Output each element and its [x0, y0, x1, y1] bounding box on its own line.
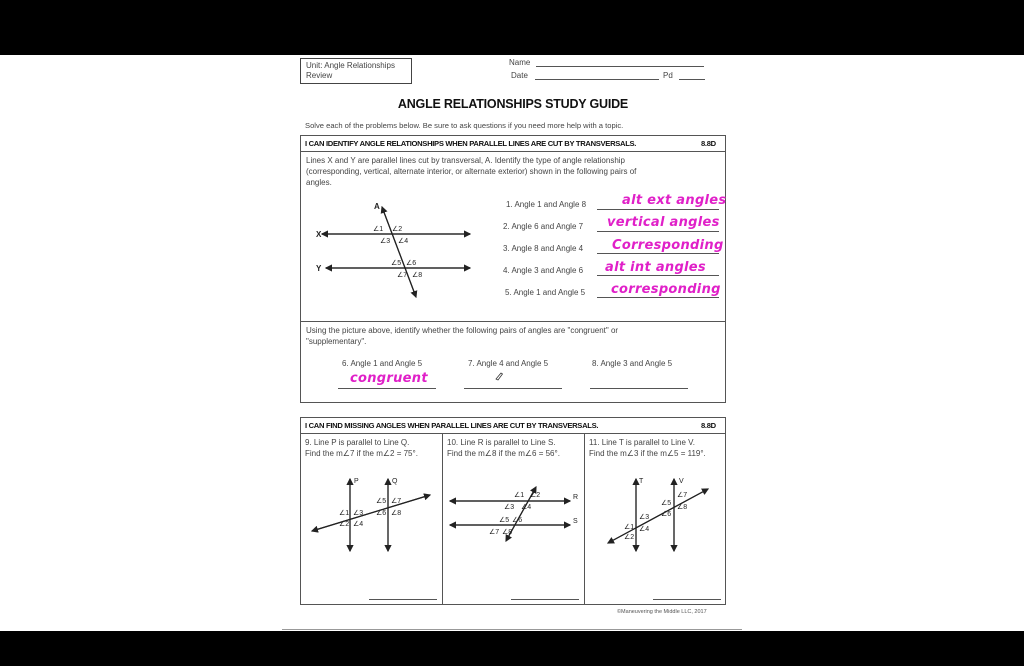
p10-angle-5: ∠5	[499, 517, 510, 524]
date-line[interactable]	[535, 79, 659, 80]
p9-angle-7: ∠7	[391, 498, 402, 505]
line-r-label: R	[573, 494, 579, 501]
question-4-label: 4. Angle 3 and Angle 6	[503, 266, 584, 275]
p9-angle-6: ∠6	[376, 510, 387, 517]
angle-6-label: ∠6	[406, 260, 417, 267]
p10-angle-3: ∠3	[504, 504, 515, 511]
question-1-label: 1. Angle 1 and Angle 8	[506, 200, 587, 209]
section-1-heading: I CAN IDENTIFY ANGLE RELATIONSHIPS WHEN PARALLEL LINES ARE CUT BY TRANSVERSALS.	[305, 139, 637, 148]
question-6-label: 6. Angle 1 and Angle 5	[342, 359, 423, 368]
question-2-answer: vertical angles	[607, 215, 720, 230]
question-3-answer: Corresponding	[612, 238, 724, 253]
question-4-answer-line[interactable]	[597, 275, 719, 276]
p11-angle-8: ∠8	[677, 504, 688, 511]
date-label: Date	[511, 71, 528, 80]
pencil-mark-icon	[494, 371, 504, 381]
angle-3-label: ∠3	[380, 238, 391, 245]
label-x: X	[316, 230, 322, 239]
line-p-label: P	[354, 478, 359, 485]
line-q-label: Q	[392, 478, 398, 485]
line-t-label: T	[639, 478, 644, 485]
p10-angle-7: ∠7	[489, 529, 500, 536]
page-bottom-edge	[282, 629, 742, 630]
p9-angle-8: ∠8	[391, 510, 402, 517]
p9-angle-5: ∠5	[376, 498, 387, 505]
problem-10-line-1: 10. Line R is parallel to Line S.	[447, 438, 556, 447]
p9-angle-1: ∠1	[339, 510, 350, 517]
question-6-answer-line[interactable]	[338, 388, 436, 389]
p10-angle-2: ∠2	[530, 492, 541, 499]
problem-9-line-1: 9. Line P is parallel to Line Q.	[305, 438, 410, 447]
p9-angle-3: ∠3	[353, 510, 364, 517]
pd-label: Pd	[663, 71, 673, 80]
prompt-line-1: Lines X and Y are parallel lines cut by transversal, A. Identify the type of angle relationship	[306, 156, 626, 165]
problem-11-answer-line[interactable]	[653, 599, 721, 600]
p11-angle-4: ∠4	[639, 526, 650, 533]
p11-angle-7: ∠7	[677, 492, 688, 499]
angle-4-label: ∠4	[398, 238, 409, 245]
p9-angle-2: ∠2	[339, 521, 350, 528]
question-5-answer: corresponding	[611, 282, 721, 297]
question-5-label: 5. Angle 1 and Angle 5	[505, 288, 586, 297]
question-4-answer: alt int angles	[605, 260, 706, 275]
p10-angle-1: ∠1	[514, 492, 525, 499]
problem-10-answer-line[interactable]	[511, 599, 579, 600]
question-7-label: 7. Angle 4 and Angle 5	[468, 359, 549, 368]
worksheet-page	[0, 55, 1024, 631]
question-8-label: 8. Angle 3 and Angle 5	[592, 359, 673, 368]
line-s-label: S	[573, 518, 578, 525]
question-2-label: 2. Angle 6 and Angle 7	[503, 222, 584, 231]
part2-prompt-line-2: "supplementary".	[306, 337, 367, 346]
problem-11-line-2: Find the m∠3 if the m∠5 = 119°.	[589, 449, 706, 458]
angle-7-label: ∠7	[397, 272, 408, 279]
p11-angle-2: ∠2	[624, 534, 635, 541]
question-2-answer-line[interactable]	[597, 231, 719, 232]
prompt-line-3: angles.	[306, 178, 332, 187]
p11-angle-3: ∠3	[639, 514, 650, 521]
problem-10-diagram	[446, 485, 582, 543]
p11-angle-6: ∠6	[661, 511, 672, 518]
section-2-heading: I CAN FIND MISSING ANGLES WHEN PARALLEL LINES ARE CUT BY TRANSVERSALS.	[305, 421, 599, 430]
prompt-line-2: (corresponding, vertical, alternate interior, or alternate exterior) shown in the following pairs of	[306, 167, 637, 176]
section-2-divider	[300, 433, 726, 434]
problem-10-line-2: Find the m∠8 if the m∠6 = 56°.	[447, 449, 560, 458]
p9-angle-4: ∠4	[353, 521, 364, 528]
unit-sublabel: Review	[306, 71, 333, 80]
copyright-footer: ©Maneuvering the Middle LLC, 2017	[617, 609, 707, 615]
p11-angle-1: ∠1	[624, 524, 635, 531]
parallel-lines-diagram	[312, 197, 480, 301]
name-label: Name	[509, 58, 531, 67]
question-1-answer: alt ext angles	[622, 193, 727, 208]
label-y: Y	[316, 264, 322, 273]
question-3-answer-line[interactable]	[597, 253, 719, 254]
angle-5-label: ∠5	[391, 260, 402, 267]
angle-1-label: ∠1	[373, 226, 384, 233]
unit-label: Unit: Angle Relationships	[306, 61, 395, 70]
part2-prompt-line-1: Using the picture above, identify whether the following pairs of angles are "congruent" or	[306, 326, 619, 335]
line-v-label: V	[679, 478, 684, 485]
question-5-answer-line[interactable]	[597, 297, 719, 298]
section-1-divider	[300, 151, 726, 152]
p10-angle-6: ∠6	[512, 517, 523, 524]
question-8-answer-line[interactable]	[590, 388, 688, 389]
problem-9-line-2: Find the m∠7 if the m∠2 = 75°.	[305, 449, 418, 458]
problem-9-diagram	[308, 475, 434, 555]
p11-angle-5: ∠5	[661, 500, 672, 507]
column-divider-2	[584, 433, 585, 605]
p10-angle-8: ∠8	[502, 529, 513, 536]
pd-line[interactable]	[679, 79, 705, 80]
question-1-answer-line[interactable]	[597, 209, 719, 210]
question-6-answer: congruent	[350, 371, 428, 386]
section-1-code: 8.8D	[701, 139, 716, 148]
section-2-code: 8.8D	[701, 421, 716, 430]
p10-angle-4: ∠4	[521, 504, 532, 511]
question-7-answer-line[interactable]	[464, 388, 562, 389]
column-divider-1	[442, 433, 443, 605]
unit-box	[300, 58, 412, 84]
page-title: ANGLE RELATIONSHIPS STUDY GUIDE	[397, 97, 629, 111]
problem-11-line-1: 11. Line T is parallel to Line V.	[589, 438, 695, 447]
problem-9-answer-line[interactable]	[369, 599, 437, 600]
angle-2-label: ∠2	[392, 226, 403, 233]
name-line[interactable]	[536, 66, 704, 67]
question-3-label: 3. Angle 8 and Angle 4	[503, 244, 584, 253]
instructions: Solve each of the problems below. Be sure to ask questions if you need more help with a topic.	[305, 121, 624, 130]
problem-11-diagram	[600, 475, 718, 555]
label-a: A	[374, 202, 380, 211]
angle-8-label: ∠8	[412, 272, 423, 279]
section-1-part-divider	[300, 321, 726, 322]
